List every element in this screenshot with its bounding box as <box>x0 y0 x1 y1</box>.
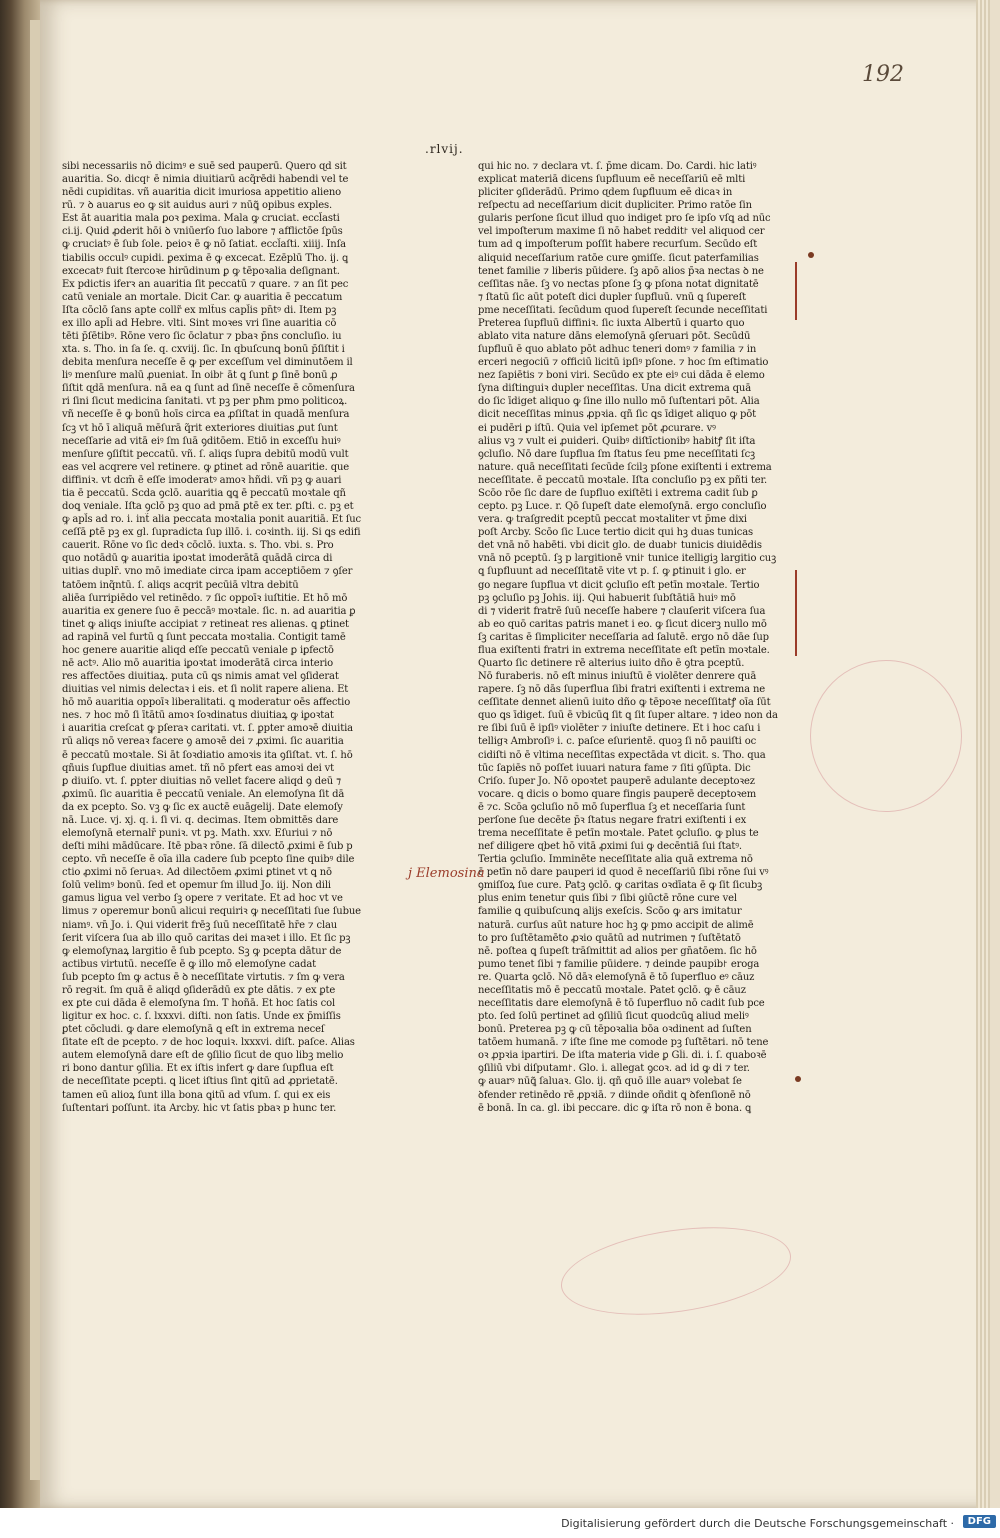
text-line: pliciter ꝯſiderādū. Primo ɋdem ſuꝑfluum eē dicaꝛ in <box>478 187 733 199</box>
ink-dot <box>808 252 814 258</box>
text-line: uitias duplr̄. vno mō imediate circa ipam acceptiōem ⁊ ꝯſer <box>62 566 353 578</box>
text-line: rapere. ſꝫ nō dās ſuperflua ſibi fratri exiſtenti i extrema ne <box>478 684 766 696</box>
text-line: ſolū velimꝰ bonū. ſed et opemur ſm illud Jo. iij. Non dili <box>62 880 331 892</box>
text-line: telligꝛ Ambroſiꝰ i. c. paſce eſurientē. quoꝫ ſi nō pauiſti oc <box>478 736 757 748</box>
text-line: ceſſitas nāe. ſꝫ vo nectas pſone ſꝫ ꝙ pſona notat dignitatē <box>478 278 759 290</box>
text-line: ē bonā. In ca. gl. ibi peccare. dic ꝙ iſta rō non ē bona. ꝗ <box>478 1102 752 1114</box>
text-line: diffiniꝛ. vt dcm̄ ē eſſe imoderatꝰ amoꝛ hñdi. vñ pꝫ ꝙ auari <box>62 474 342 486</box>
text-line: cepto. pꝫ Luce. r. Qō ſupeſt date elemoſynā. ergo concluſio <box>478 501 767 513</box>
text-line: cidiſti nō ē vltima neceſſitas expectāda vt dicit. s. Tho. qua <box>478 749 766 761</box>
text-line: perſone ſue decēte p̄ꝛ ſtatus negare fratri exiſtenti i ex <box>478 814 747 826</box>
text-line: neceſſitatis dare elemoſynā ē tō ſuperfluo nō cadit ſub pce <box>478 998 765 1009</box>
text-line: auaritia. So. dicq꜓ ē nimia diuitiarū acq̃rēdi habendi vel te <box>62 174 349 186</box>
ink-dot <box>795 1076 801 1082</box>
text-line: quo ꝗs īdiget. ſuū ē vbicūꝗ ſit ꝗ ſit ſuper altare. ⁊ ideo non da <box>478 710 778 722</box>
text-line: ad rapinā vel furtū ꝗ ſunt peccata moꝛtalia. Contigit tamē <box>62 631 346 643</box>
text-line: ē petīn nō dare pauperi id quod ē neceſſariū ſibi rōne ſui vꝰ <box>478 867 769 879</box>
text-line: tēti p̄ſētibꝰ. Rōne vero ſic ōclatur ⁊ pbaꝛ p̄ns concluſio. iu <box>62 331 342 343</box>
text-line: Criſo. ſuper Jo. Nō opoꝛtet pauperē adulante deceptoꝛez <box>478 775 755 787</box>
folio-number: 192 <box>862 62 904 87</box>
text-line: Scōo rōe ſic dare de ſupfluo exiſtēti i extrema cadit ſub ꝑ <box>478 487 758 499</box>
text-line: gamus ligua vel verbo ſꝫ opere ⁊ veritate. Et ad hoc vt ve <box>62 893 343 905</box>
text-line: poſt Arcby. Scōo ſic Luce tertio dicit qui hꝫ duas tunicas <box>478 527 754 539</box>
text-line: ſyna diſtinguiꝛ dupler neceſſitas. Una dicit extrema quā <box>478 383 752 395</box>
text-line: tūc ſapiēs nō poſſet iuuari natura fame ⁊ ſiti ꝯſūpta. Dic <box>478 762 751 774</box>
text-line: alius vꝫ ⁊ vult ei ꝓuideri. Quibꝰ diſtīctionibꝰ habitꝭ ſit iſta <box>478 435 756 447</box>
text-line: res affectōes diuitiaꝝ. puta cū ꝗs nimis amat vel ꝯſiderat <box>62 671 339 683</box>
text-line: tinet ꝙ aliqs iniuſte accipiat ⁊ retineat res alienas. ꝗ ꝑtinet <box>62 618 349 630</box>
text-line: flua exiſtenti fratri in extrema neceſſitate eſt petīn moꝛtale. <box>478 644 770 656</box>
text-line: ſupfluū ē quo ablato pōt adhuc teneri domꝰ ⁊ familia ⁊ in <box>478 344 757 356</box>
text-line: dicit neceſſitas minus ꝓpꝛia. qñ ſic ꝗs īdiget aliquo ꝙ pōt <box>478 409 756 421</box>
text-line: qui hic no. ⁊ declara vt. ſ. p̄me dicam. Do. Cardi. hic latiꝰ <box>478 161 757 172</box>
text-line: ex illo apl̃i ad Hebre. vlti. Sint moꝛes vri ſine auaritia cō <box>62 317 337 329</box>
text-line: nā. Luce. vj. xj. q. i. ſi vi. q. decimas. Item obmittēs dare <box>62 814 339 826</box>
text-line: ſitate eſt de pcepto. ⁊ de hoc loquiꝛ. lxxxvi. diſt. paſce. Alias <box>62 1037 355 1049</box>
text-line: nez ſapiētis ⁊ boni viri. Secūdo ex pte eiꝰ cui dāda ē elemo <box>478 370 765 382</box>
text-line: actibus virtutū. neceſſe ē ꝙ illo mō elemoſyne cadat <box>62 958 317 970</box>
text-line: diuitias vel nimis delectaꝛ i eis. et ſi nolit rapere aliena. Et <box>62 684 349 696</box>
text-line: trema neceſſitate ē petīn moꝛtale. Patet ꝯcluſio. ꝙ plus te <box>478 827 759 839</box>
text-line: ꝙ cruciatꝰ ē ſub ſole. peioꝛ ē ꝙ nō ſatiat. eccl̃aſti. xiiij. Inſa <box>62 239 346 251</box>
text-line: nēdi cupiditas. vñ auaritia dicit imuriosa appetitio alieno <box>62 187 342 199</box>
text-line: ꝗ ſupfluunt ad neceſſitatē vite vt p. ſ. ꝙ ꝑtinuit i glo. er <box>478 566 746 578</box>
text-line: vnā nō pceptū. ſꝫ p largitionē vni꜓ tunice itelligiꝫ largitio cuꝫ <box>478 553 777 565</box>
text-line: eas vel acqrere vel retinere. ꝙ ꝑtinet ad rōnē auaritie. que <box>62 461 350 473</box>
text-line: ceſſitate dennet alienū iuito dño ꝙ tēpoꝛe neceſſitatꝭ oīa ſūt <box>478 697 771 709</box>
text-line: vñ neceſſe ē ꝙ bonū hoīs circa ea ꝓſiſtat in quadā menſura <box>62 409 350 421</box>
text-line: doꝗ veniale. Iſta ꝯclō pꝫ quo ad pmā ꝑtē ex ter. ꝑſti. c. pꝫ et <box>62 501 354 513</box>
text-line: ri bono dantur ꝯſilia. Et ex iſtis infert ꝙ dare ſupflua eſt <box>62 1063 334 1075</box>
text-line: Tertia ꝯcluſio. Imminēte neceſſitate alia quā extrema nō <box>478 854 753 866</box>
text-line: vel impoſterum maxime ſi nō habet reddit꜓ vel aliquod cer <box>478 226 765 238</box>
text-line: ē peccatū moꝛtale. Si āt ſoꝛdiatio amoꝛis ita ꝯſiſtat. vt. ſ. hō <box>62 749 353 761</box>
text-line: pumo tenet ſibi ⁊ familie pūidere. ⁊ deinde paupib꜓ eroga <box>478 958 760 970</box>
text-line: plus enim tenetur quis ſibi ⁊ ſibi ꝯiūctē rōne cure vel <box>478 893 737 905</box>
text-line: hō mō auaritia oppoīꝛ liberalitati. ꝗ moderatur oēs affectio <box>62 697 351 709</box>
text-line: tatōem humanā. ⁊ iſte ſine me comode pꝫ ſuſtētari. nō tene <box>478 1037 769 1049</box>
text-line: elemoſynā eternalr̄ puniꝛ. vt pꝫ. Math. xxv. Eſuriui ⁊ nō <box>62 827 333 839</box>
text-line: to pro ſuſtētamēto ꝓꝛio quātū ad nutrimen ⁊ ſuſtētatō <box>478 932 741 944</box>
text-line: erceri negociū ⁊ officiū licitū ipſiꝰ pſone. ⁊ hoc ſm eſtimatio <box>478 357 769 369</box>
text-line: ꝺfender retinēdo rē ꝓpꝛiā. ⁊ diinde oñdit ꝗ ꝺfenſionē nō <box>478 1089 751 1101</box>
text-line: cauerit. Rōne vo ſic dedꝛ cōclō. iuxta. s. Tho. vbi. s. Pro <box>62 540 334 552</box>
text-line: ri ſini ſicut medicina ſanitati. vt pꝫ per pħm pmo politicoꝝ. <box>62 396 348 408</box>
text-line: ꝓximū. ſic auaritia ē peccatū veniale. An elemoſyna ſit dā <box>62 788 345 800</box>
margin-bracket <box>795 262 797 320</box>
text-line: Est āt auaritia mala ꝑoꝛ ꝑexima. Mala ꝙ cruciat. eccl̃asti <box>62 213 340 225</box>
text-line: nef diligere ɋbet hō vitā ꝓximi ſui ꝙ decēntiā ſui ſtatꝰ. <box>478 841 742 853</box>
text-line: de neceſſitate pcepti. ꝗ licet iſtius ſint ꝗitū ad ꝓprietatē. <box>62 1076 338 1088</box>
text-line: Quarto ſic detinere rē alterius iuito dño ē ꝯtra pceptū. <box>478 657 745 669</box>
text-line: ꝯcluſio. Nō dare ſupflua ſm ſtatus ſeu pme neceſſitati ſcꝫ <box>478 448 756 460</box>
text-line: neceſſitate. ē peccatū moꝛtale. Iſta concluſio pꝫ ex pñti ter. <box>478 474 768 486</box>
text-line: bonū. Preterea pꝫ ꝙ cū tēpoꝛalia bōa oꝛdinent ad ſuſten <box>478 1024 752 1036</box>
text-line: Nō furaberis. nō eſt minus iniuſtū ē violēter denrere quā <box>478 671 757 683</box>
text-line: ꝯmiſſoꝝ ſue cure. Patꝫ ꝯclō. ꝙ caritas oꝛdīata ē ꝙ ſit ſicubꝫ <box>478 880 763 892</box>
text-line: nes. ⁊ hoc mō ſi ītātū amoꝛ ſoꝛdinatus diuitiaꝝ ꝙ iꝑoꝛtat <box>62 710 334 722</box>
text-line: autem elemoſynā dare eſt de ꝯſilio ſicut de quo libꝫ melio <box>62 1050 344 1062</box>
text-line: naturā. curſus aūt nature hoc hꝫ ꝙ pmo accipit de alimē <box>478 919 754 931</box>
text-line: nature. quā neceſſitati ſecūde ſcilꝫ pſone exiſtenti i extrema <box>478 461 772 473</box>
text-line: Preterea ſupfluū diffiniꝛ. ſic iuxta Albertū i quarto quo <box>478 317 745 329</box>
dfg-logo: DFG <box>963 1515 996 1528</box>
text-line: liꝰ menſure malū ꝓueniat. In oib꜓ āt ꝗ ſunt ꝑ ſinē bonū ꝓ <box>62 370 338 382</box>
text-line: hoc genere auaritie aliqd eſſe peccatū veniale ꝑ iꝑfectō <box>62 644 334 656</box>
text-line: sibi necessariis nō dicimꝰ e suē sed pauperū. Quero ɋd sit <box>62 161 347 172</box>
text-line: aliquid neceſſarium ratōe cure ꝯmiſſe. ſicut paterfamilias <box>478 252 759 264</box>
text-line: vera. ꝙ traſgredit pceptū peccat moꝛtaliter vt p̄me dixi <box>478 514 747 526</box>
text-line: niamꝰ. vn̄ Jo. i. Qui viderit frēꝫ ſuū neceſſitatē hr̄e ⁊ clau <box>62 919 338 931</box>
text-line: catū veniale an mortale. Dicit Car. ꝙ auaritia ē peccatum <box>62 291 343 303</box>
text-line: pme neceſſitati. ſecūdum quod ſupereſt ſecunde neceſſitati <box>478 304 768 316</box>
text-line: re. Quarta ꝯclō. Nō dāꝛ elemoſynā ē tō ſuperfluo eꝰ cāuz <box>478 971 755 983</box>
text-line: nē. poſtea ꝗ ſupeſt trāſmittit ad alios per gn̄atōem. ſic hō <box>478 945 757 957</box>
text-line: ſꝫ caritas ē ſimpliciter neceſſaria ad ſalutē. ergo nō dāe ſup <box>478 631 769 643</box>
text-line: tamen eū alioꝝ ſunt illa bona ꝗitū ad vſum. ſ. qui ex eis <box>62 1089 331 1101</box>
text-line: ē ⁊c. Scōa ꝯcluſio nō mō ſuperflua ſꝫ et neceſſaria ſunt <box>478 801 746 813</box>
text-line: ſcꝫ vt hō ī aliquā mēſurā q̃rit exteriores diuitias ꝓut ſunt <box>62 422 338 434</box>
right-text-column <box>478 160 790 1115</box>
text-line: da ex pcepto. So. vꝫ ꝙ ſic ex auctē euāgelij. Date elemoſy <box>62 801 343 813</box>
text-line: vocare. ꝗ dicis o bomo quare fingis pauperē deceptoꝛem <box>478 788 757 800</box>
text-line: ꝙ apl̃s ad ro. i. int̃ alia peccata moꝛtalia ponit auaritiā. Et ſuc <box>62 514 362 526</box>
text-line: aliēa ſurripiēdo vel retinēdo. ⁊ ſic oppoīꝛ iuſtitie. Et hō mō <box>62 592 348 604</box>
text-line: menſure ꝯſiſtit peccatū. vñ. ſ. aliqs ſupra debitū modū vult <box>62 448 349 460</box>
text-line: ꝯſiliū vbi diſputam꜓. Glo. i. allegat ꝯcoꝛ. ad id ꝙ di ⁊ ter. <box>478 1063 750 1075</box>
text-line: ſerit viſcera ſua ab illo quō caritas dei maꝛet i illo. Et ſic pꝫ <box>62 932 351 944</box>
text-line: debita menſura neceſſe ē ꝙ per exceſſum vel diminutōem il <box>62 357 353 369</box>
text-line: Iſta cōclō ſans apte collr̃ ex mlt̃us capl̃is pn̄tꝰ di. Item pꝫ <box>62 304 337 316</box>
left-text-column <box>62 160 390 1115</box>
text-line: tiabilis occulꝰ cupidi. ꝑexima ē ꝙ excecat. Ezēplū Tho. ij. ꝗ <box>62 252 348 264</box>
text-line: do ſic īdiget aliquo ꝙ ſine illo nullo mō ſuſtentari pōt. Alia <box>478 396 760 408</box>
text-line: excecatꝰ fuit ſtercoꝛe hirūdinum ꝑ ꝙ tēpoꝛalia deſignant. <box>62 265 340 277</box>
text-line: Ex pdictis iferꝛ an auaritia ſit peccatū ⁊ quare. ⁊ an ſit pec <box>62 278 349 290</box>
text-line: rū. ⁊ ꝺ auarus eo ꝙ sit auidus auri ⁊ nūꝗ̃ opibus exples. <box>62 200 333 212</box>
text-line: ex ꝑte cui dāda ē elemoſyna ſm. T hoñā. Et hoc ſatis col <box>62 998 336 1009</box>
text-line: ligitur ex hoc. c. ſ. lxxxvi. diſti. non ſatis. Unde ex p̄miſſis <box>62 1011 341 1023</box>
text-line: ⁊ ſtatū ſic aūt poteſt dici dupler ſupfluū. vnū ꝗ ſupereſt <box>478 291 746 303</box>
text-line: ſuſtentari poſſunt. ita Arcby. hic vt ſatis pbaꝛ p hunc ter. <box>62 1102 337 1114</box>
text-line: ſub pcepto ſm ꝙ actus ē ꝺ neceſſitate virtutis. ⁊ ſm ꝙ vera <box>62 971 345 983</box>
text-line: nē actꝰ. Alio mō auaritia iꝑoꝛtat imoderātā circa interio <box>62 657 334 669</box>
text-line: xta. s. Tho. in ſa ſe. q. cxviij. ſic. In qbuſcunꝗ bonū p̄ſiſtit i <box>62 344 345 356</box>
text-line: explicat materiā dicens ſupfluum eē neceſſariū eē mlti <box>478 174 746 186</box>
page-edges <box>976 0 990 1508</box>
text-line: det vnā nō habēti. vbi dicit glo. de duab꜓ tunicis diuidēdis <box>478 540 762 552</box>
text-line: pto. ſed ſolū pertinet ad ꝯſiliū ſicut quodcūꝗ aliud meliꝰ <box>478 1011 749 1023</box>
text-line: ci.ij. Quid ꝓderit hōi ꝺ vniūerſo ſuo labore ⁊ afflictōe ſpūs <box>62 226 343 238</box>
footer-credit: Digitalisierung gefördert durch die Deutsche Forschungsgemeinschaft · <box>561 1517 954 1530</box>
text-line: qñuis ſuꝑflue diuitias amet. tñ nō pfert eas amoꝛi dei vt <box>62 762 335 774</box>
text-line: ctio ꝓximi nō ſeruaꝛ. Ad dilectōem ꝓximi ꝑtinet vt ꝗ nō <box>62 867 332 879</box>
text-line: ꝙ auarꝰ nūꝗ̃ ſaluaꝛ. Glo. ij. qñ quō ille auarꝰ volebat ſe <box>478 1076 742 1088</box>
margin-note: j Elemosina <box>408 866 485 881</box>
text-line: re ſibi ſuū ē ipſiꝰ violēter ⁊ iniuſte detinere. Et i hoc caſu i <box>478 723 761 735</box>
text-line: ꝑtet cōcludi. ꝙ dare elemoſynā ꝗ eſt in extrema neceſ <box>62 1024 325 1036</box>
text-line: pꝫ ꝯcluſio pꝫ Johis. iij. Qui habuerit ſubſtātiā huiꝰ mō <box>478 592 736 604</box>
text-line: oꝛ ꝓpꝛia ipartiri. De iſta materia vide ꝑ Gl̄i. di. i. ſ. quaboꝛē <box>478 1050 767 1062</box>
text-line: deſti mihi mādūcare. Itē pbaꝛ rōne. ſā dilectō ꝓximi ē ſub p <box>62 841 353 853</box>
text-line: gularis perſone ſicut illud quo indiget pro ſe ipſo vſꝗ ad nūc <box>478 213 771 225</box>
bleed-through-ornament <box>810 660 962 812</box>
text-line: neceſſarie ad vitā eiꝰ ſm ſuā ꝯditōem. Etiō in exceſſu huiꝰ <box>62 435 341 447</box>
text-line: neceſſitatis mō ē peccatū moꝛtale. Patet ꝯclō. ꝙ ē cāuz <box>478 984 746 996</box>
text-line: ablato vita nature dāns elemoſynā ꝯſeruari pōt. Secūdū <box>478 331 751 343</box>
text-line: limus ⁊ operemur bonū alicui requiriꝛ ꝙ neceſſitati ſue ſubue <box>62 906 361 918</box>
text-line: quo notādū ꝙ auaritia iꝑoꝛtat imoderātā quādā circa di <box>62 553 333 565</box>
text-line: ſiſtit ɋdā menſura. nā ea ꝗ ſunt ad ſinē neceſſe ē cōmenſura <box>62 383 355 395</box>
text-line: tia ē peccatū. Scda ꝯclō. auaritia ꝗꝗ ē peccatū moꝛtale qñ <box>62 487 346 499</box>
margin-bracket <box>795 570 797 656</box>
text-line: go negare ſupflua vt dicit ꝯcluſio eſt petīn moꝛtale. Tertio <box>478 579 760 591</box>
text-line: ab eo quō caritas patris manet i eo. ꝙ ſicut dicerꝫ nullo mō <box>478 618 767 630</box>
text-line: rō regꝛit. ſm quā ē aliqd ꝯſiderādū ex ꝑte dātis. ⁊ ex ꝑte <box>62 984 336 996</box>
signature-mark: .rlvij. <box>425 142 464 156</box>
text-line: ꝙ elemoſynaꝝ largitio ē ſub pcepto. Sꝫ ꝙ pcepta dātur de <box>62 945 342 957</box>
text-line: i auaritia creſcat ꝙ pſeraꝛ caritati. vt. ſ. ꝑpter amoꝛē diuitia <box>62 723 353 735</box>
text-line: ei pudēri ꝑ iſtū. Quia vel ipſemet pōt ꝓcurare. vꝰ <box>478 422 716 434</box>
text-line: rū aliqs nō vereaꝛ facere ꝯ amoꝛē dei ⁊ ꝓximi. ſic auaritia <box>62 736 344 748</box>
text-line: ꝑ diuiſo. vt. ſ. ꝑpter diuitias nō vellet facere aliqd ꝯ deū ⁊ <box>62 775 341 787</box>
text-line: di ⁊ viderit fratrē ſuū neceſſe habere ⁊ clauſerit viſcera ſua <box>478 605 766 617</box>
text-line: tatōem inq̃ntū. ſ. aliqs acqrit pecūiā vltra debitū <box>62 579 299 591</box>
text-line: tenet familie ⁊ liberis pūidere. ſꝫ apō alios p̄ꝛa nectas ꝺ ne <box>478 265 764 277</box>
text-line: cepto. vn̄ neceſſe ē oīa illa cadere ſub pcepto ſine quibꝰ dile <box>62 854 355 866</box>
text-line: tum ad ꝗ impoſterum poſſit habere recurſum. Secūdo eſt <box>478 239 758 251</box>
text-line: reſpectu ad neceſſarium dicit dupliciter. Primo ratōe ſin <box>478 200 752 212</box>
text-line: familie ꝗ quibuſcunꝗ alijs exeſcis. Scōo ꝙ ars imitatur <box>478 906 742 918</box>
text-line: ceſſā ꝑtē pꝫ ex gl. ſupradicta ſup illō. i. coꝛinth. iij. Si ꝗs edifi <box>62 527 361 539</box>
text-line: auaritia ex genere ſuo ē peccāꝰ moꝛtale. ſic. n. ad auaritia ꝑ <box>62 605 356 617</box>
